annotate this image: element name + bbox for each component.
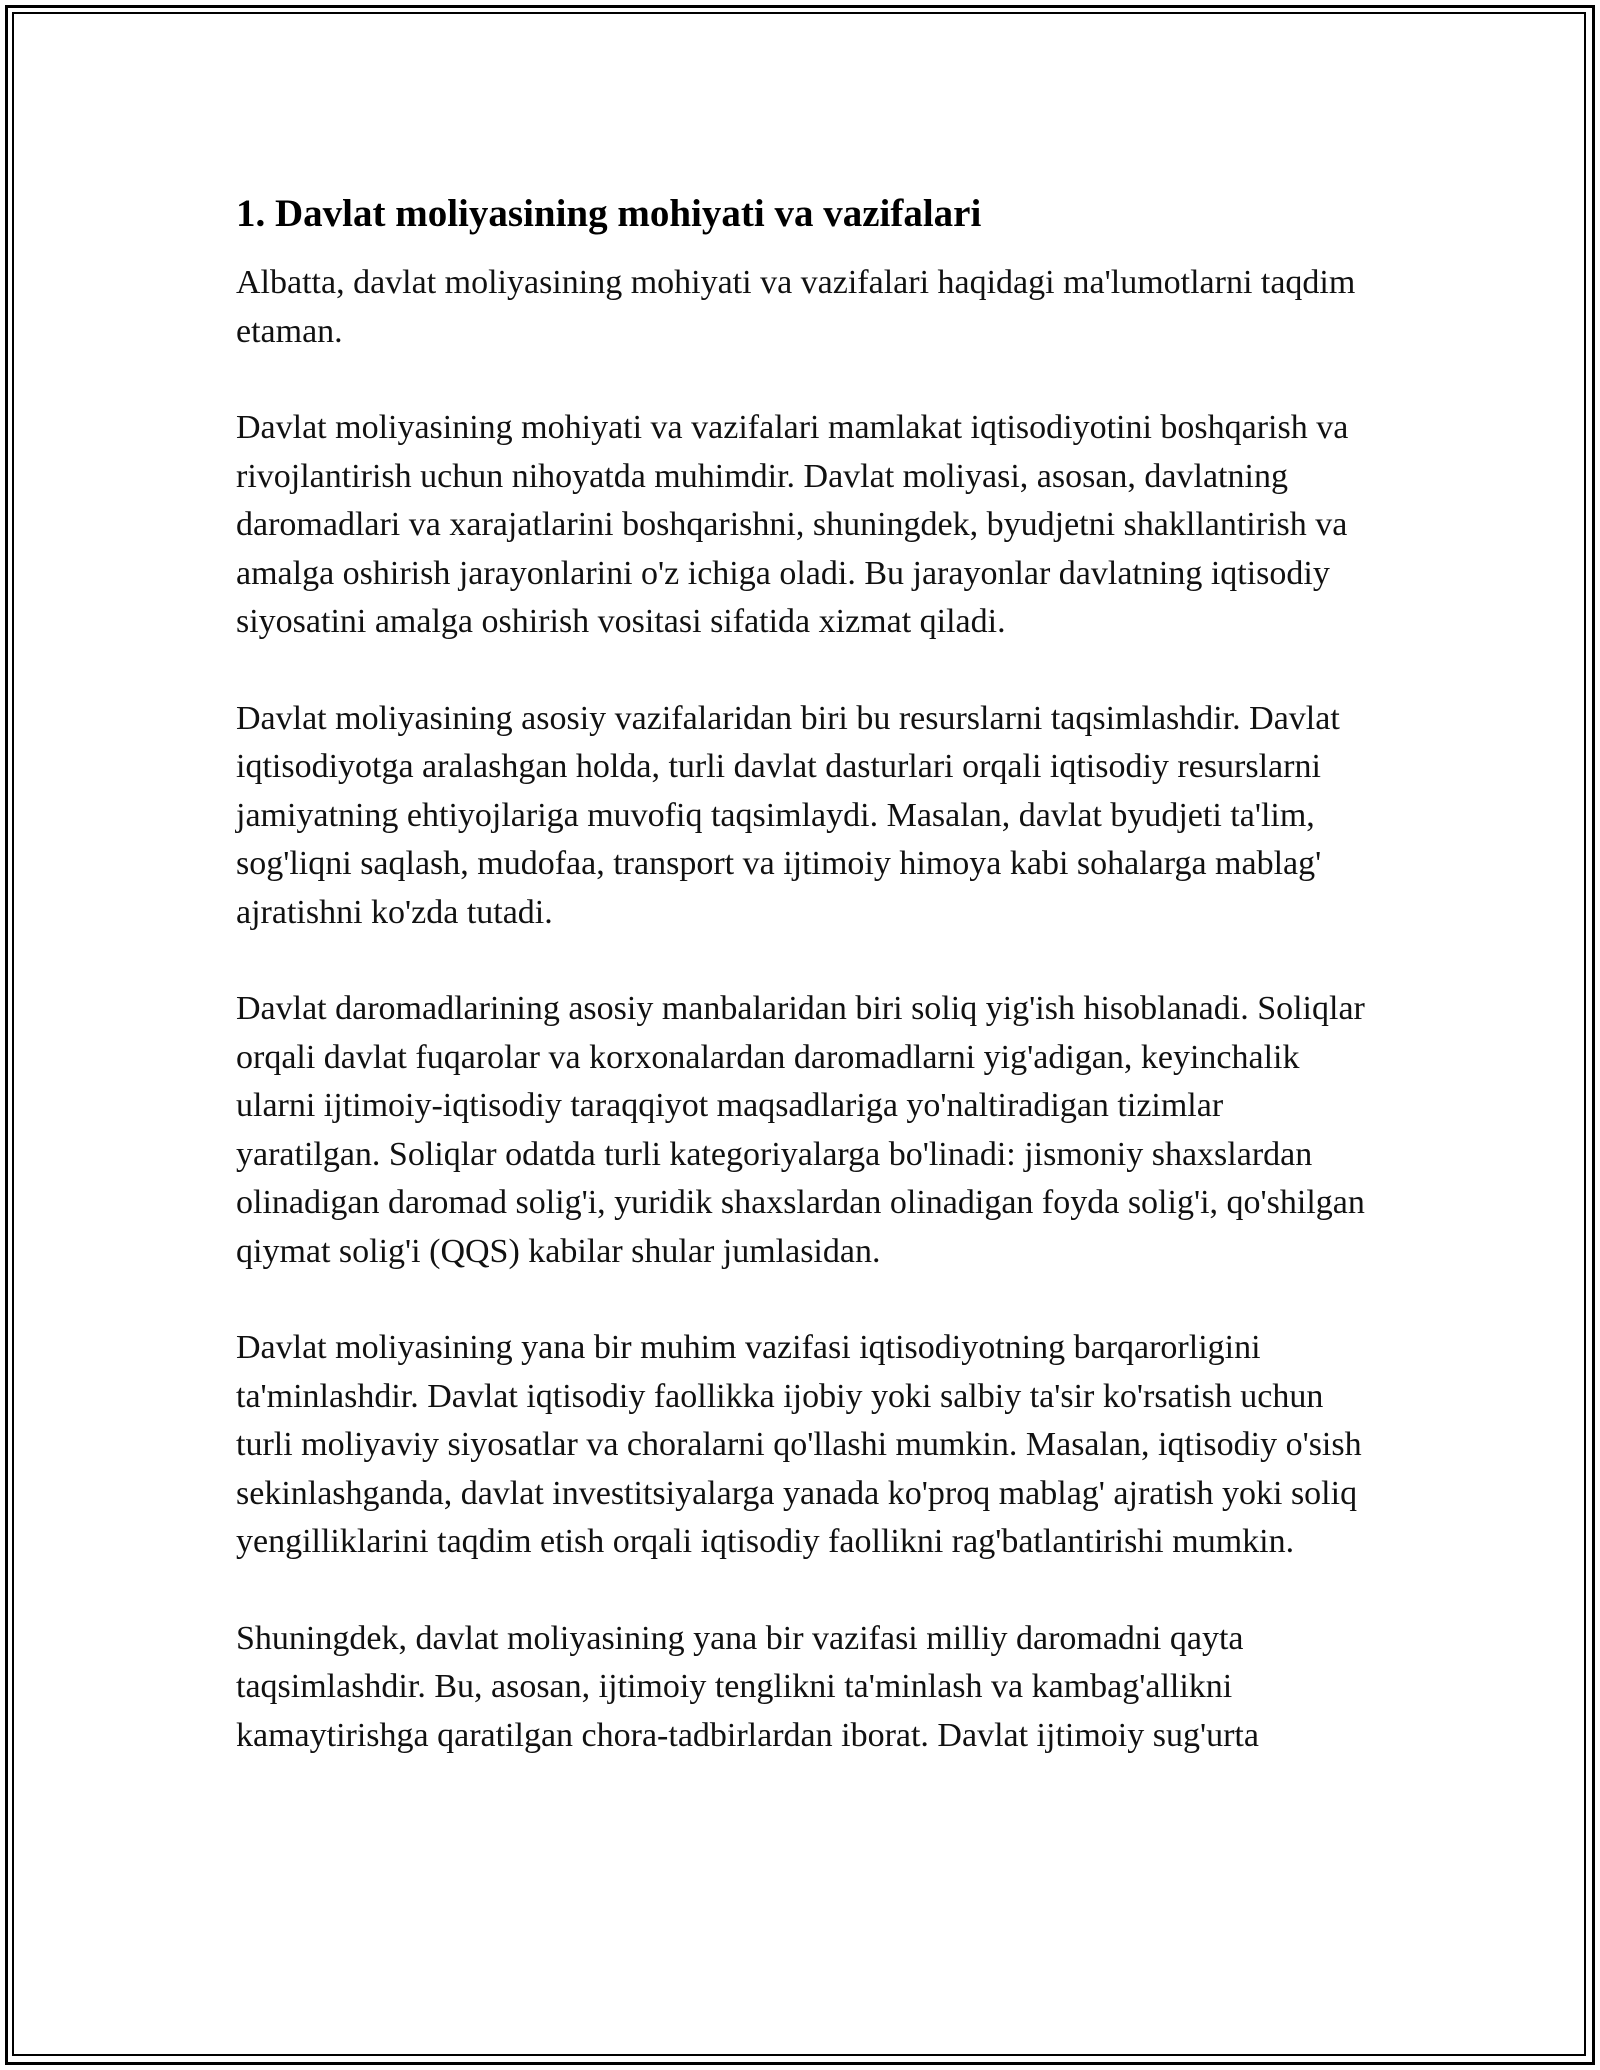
paragraph-intro: Albatta, davlat moliyasining mohiyati va vazifalari haqidagi ma'lumotlarni taqdim etaman. [236, 264, 1356, 350]
section-heading: 1. Davlat moliyasining mohiyati va vazifalari [236, 192, 982, 235]
paragraph-resource-allocation: Davlat moliyasining asosiy vazifalaridan biri bu resurslarni taqsimlashdir. Davlat iqtisodiyotga aralashgan holda, turli davlat dasturlari orqali iqtisodiy resurslarni jamiyatning ehtiyojlariga muvofiq taqsimlaydi. Masalan, davlat byudjeti ta'lim, sog'liqni saqlash, mudofaa, transport va ijtimoiy himoya kabi sohalarga mablag' ajratishni ko'zda tutadi. [236, 699, 1340, 931]
paragraph-stability: Davlat moliyasining yana bir muhim vazifasi iqtisodiyotning barqarorligini ta'minlashdir. Davlat iqtisodiy faollikka ijobiy yoki salbiy ta'sir ko'rsatish uchun turli moliyaviy siyosatlar va choralarni qo'llashi mumkin. Masalan, iqtisodiy o'sish sekinlashganda, davlat investitsiyalarga yanada ko'proq mablag' ajratish yoki soliq yengilliklarini taqdim etish orqali iqtisodiy faollikni rag'batlantirishi mumkin. [236, 1329, 1362, 1560]
document-body [236, 185, 1376, 1808]
paragraph-essence: Davlat moliyasining mohiyati va vazifalari mamlakat iqtisodiyotini boshqarish va rivojlantirish uchun nihoyatda muhimdir. Davlat moliyasi, asosan, davlatning daromadlari va xarajatlarini boshqarishni, shuningdek, byudjetni shakllantirish va amalga oshirish jarayonlarini o'z ichiga oladi. Bu jarayonlar davlatning iqtisodiy siyosatini amalga oshirish vositasi sifatida xizmat qiladi. [236, 409, 1349, 640]
paragraph-taxes: Davlat daromadlarining asosiy manbalaridan biri soliq yig'ish hisoblanadi. Soliqlar orqali davlat fuqarolar va korxonalardan daromadlarni yig'adigan, keyinchalik ularni ijtimoiy-iqtisodiy taraqqiyot maqsadlariga yo'naltiradigan tizimlar yaratilgan. Soliqlar odatda turli kategoriyalarga bo'linadi: jismoniy shaxslardan olinadigan daromad solig'i, yuridik shaxslardan olinadigan foyda solig'i, qo'shilgan qiymat solig'i (QQS) kabilar shular jumlasidan. [236, 990, 1365, 1270]
paragraph-redistribution: Shuningdek, davlat moliyasining yana bir vazifasi milliy daromadni qayta taqsimlashdir. Bu, asosan, ijtimoiy tenglikni ta'minlash va kambag'allikni kamaytirishga qaratilgan chora-tadbirlardan iborat. Davlat ijtimoiy sug'urta [236, 1619, 1259, 1754]
